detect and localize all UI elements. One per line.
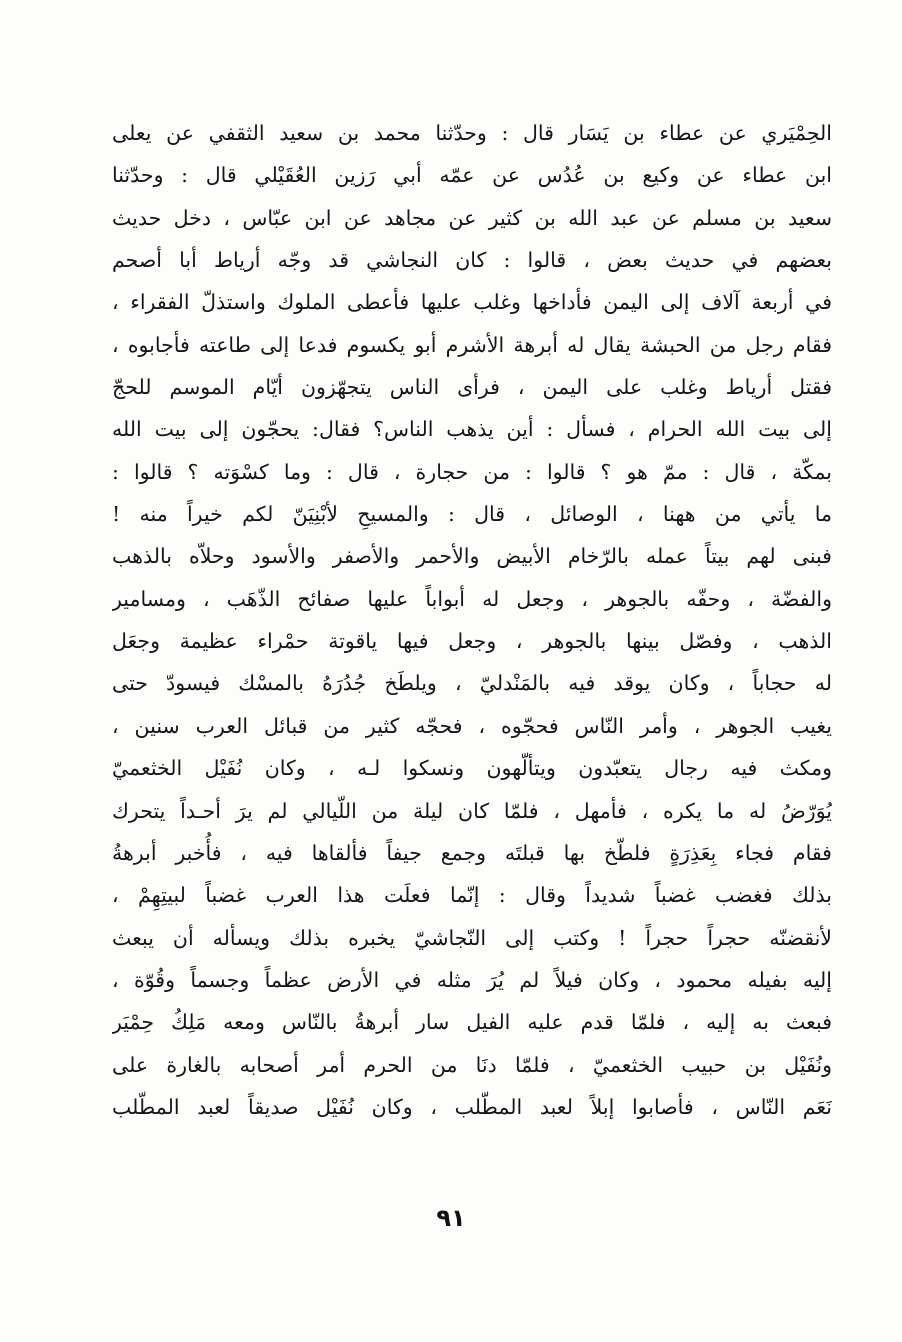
page-body-text (112, 112, 832, 1128)
text-line: إلى بيت الله الحرام ، فسأل : أين يذهب الناس؟ فقال: يحجّون إلى بيت الله (112, 417, 832, 442)
text-line: فقام رجل من الحبشة يقال له أبرهة الأشرم أبو يكسوم فدعا إلى طاعته فأجابوه ، (112, 332, 832, 357)
text-line: يغيب الجوهر ، وأمر النّاس فحجّوه ، فحجّه كثير من قبائل العرب سنين ، (112, 713, 832, 738)
text-line: في أربعة آلاف إلى اليمن فأداخها وغلب عليها فأعطى الملوك واستذلّ الفقراء ، (112, 290, 832, 315)
text-line: والفضّة ، وحفّه بالجوهر ، وجعل له أبواباً عليها صفائح الذّهَب ، ومسامير (112, 586, 832, 611)
text-line: نَعَم النّاس ، فأصابوا إبلاً لعبد المطّلب ، وكان نُفَيْل صديقاً لعبد المطّلب (112, 1094, 832, 1119)
text-line: فقتل أرياط وغلب على اليمن ، فرأى الناس يتجهّزون أيّام الموسم للحجّ (112, 375, 832, 400)
text-line: بعضهم في حديث بعض ، قالوا : كان النجاشي قد وجّه أرياط أبا أصحم (112, 248, 832, 273)
text-line: ومكث فيه رجال يتعبّدون ويتألّهون ونسكوا لـه ، وكان نُفَيْل الخثعميّ (112, 756, 832, 781)
text-line: إليه بفيله محمود ، وكان فيلاً لم يُرَ مثله في الأرض عظماً وجسماً وقُوّة ، (112, 967, 832, 992)
text-line: الحِمْيَري عن عطاء بن يَسَار قال : وحدّثنا محمد بن سعيد الثقفي عن يعلى (112, 121, 832, 145)
text-line: ما يأتي من ههنا ، الوصائل ، قال : والمسيحِ لأبْنِيَنّ لكم خيراً منه ! (112, 502, 832, 527)
text-line: الذهب ، وفصّل بينها بالجوهر ، وجعل فيها ياقوتة حمْراء عظيمة وجعَل (112, 629, 832, 654)
text-line: سعيد بن مسلم عن عبد الله بن كثير عن مجاهد عن ابن عبّاس ، دخل حديث (112, 205, 832, 230)
text-line: بمكّة ، قال : ممّ هو ؟ قالوا : من حجارة ، قال : وما كسْوَته ؟ قالوا : (112, 459, 832, 484)
text-line: ونُفَيْل بن حبيب الخثعميّ ، فلمّا دنَا من الحرم أمر أصحابه بالغارة على (112, 1052, 832, 1077)
text-line: له حجاباً ، وكان يوقد فيه بالمَنْدليّ ، ويلطَخ جُدُرَهُ بالمسْك فيسودّ حتى (112, 671, 832, 696)
text-line: ابن عطاء عن وكيع بن عُدُس عن عمّه أبي رَزين العُقَيْلي قال : وحدّثنا (112, 163, 832, 188)
text-line: فبنى لهم بيتاً عمله بالرّخام الأبيض والأحمر والأصفر والأسود وحلاّه بالذهب (112, 544, 832, 569)
text-line: لأنقضنّه حجراً حجراً ! وكتب إلى النّجاشيّ يخبره بذلك ويسأله أن يبعث (112, 925, 832, 950)
text-line: فبعث به إليه ، فلمّا قدم عليه الفيل سار أبرهةُ بالنّاس ومعه مَلِكُ حِمْيَر (112, 1010, 832, 1035)
text-line: فقام فجاء بِعَذِرَةٍ فلطّخ بها قبلتَه وجمع جيفاً فألقاها فيه ، فأُخبر أبرهةُ (112, 840, 832, 865)
text-line: يُوَرّضُ له ما يكره ، فأمهل ، فلمّا كان ليلة من اللّيالي لم يرَ أحـداً يتحرك (112, 798, 832, 823)
page-number: ٩١ (436, 1204, 466, 1232)
text-line: بذلك فغضب غضباً شديداً وقال : إنّما فعلَت هذا العرب غضباً لبيتِهِمْ ، (112, 883, 832, 908)
